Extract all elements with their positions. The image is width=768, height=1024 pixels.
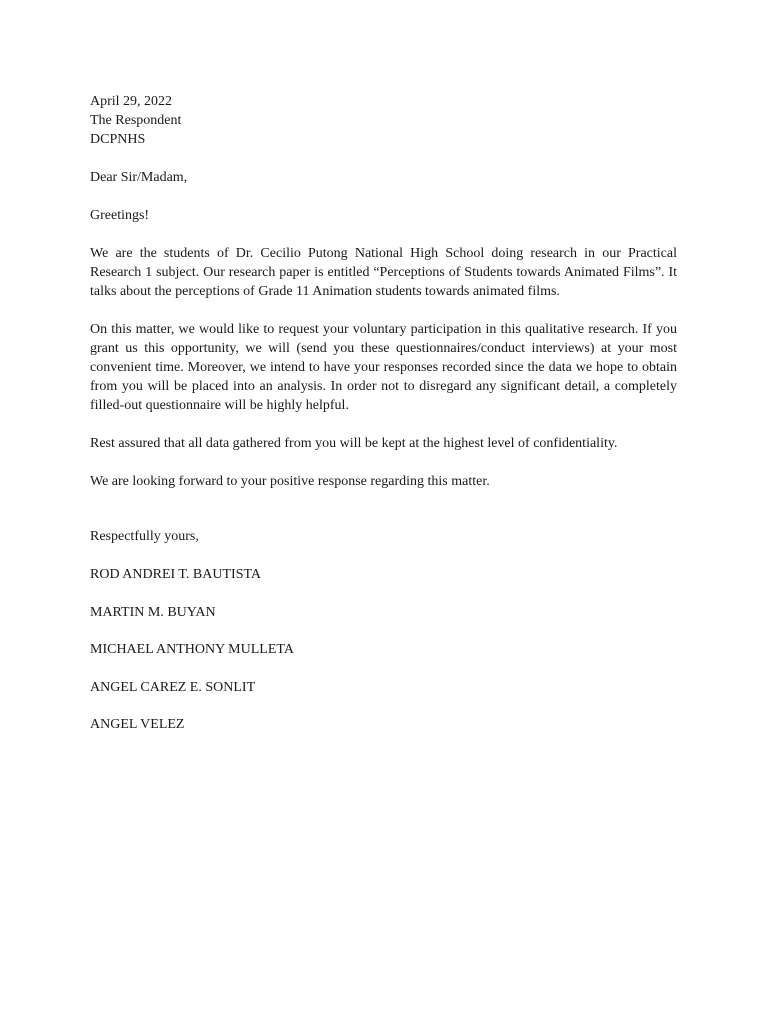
letter-recipient: The Respondent	[90, 113, 182, 128]
body-paragraph-2: On this matter, we would like to request your voluntary participation in this qualitative research. If you grant us this opportunity, we will (send you these questionnaires/conduct interviews) at your most convenient time. Moreover, we intend to have your responses recorded since the data we hope to obtain from you will be placed into an analysis. In order not to disregard any significant detail, a completely filled-out questionnaire will be highly helpful.	[90, 322, 677, 413]
body-paragraph-4: We are looking forward to your positive response regarding this matter.	[90, 474, 490, 489]
letter-greeting: Greetings!	[90, 208, 150, 223]
letter	[90, 92, 677, 753]
letter-closing: Respectfully yours,	[90, 529, 199, 544]
body-paragraph-1: We are the students of Dr. Cecilio Putong National High School doing research in our Practical Research 1 subject. Our research paper is entitled “Perceptions of Students towards Animated Films”. It talks about the perceptions of Grade 11 Animation students towards animated films.	[90, 246, 677, 299]
letter-organization: DCPNHS	[90, 132, 146, 147]
signatory-name: ANGEL CAREZ E. SONLIT	[90, 679, 256, 695]
letter-salutation: Dear Sir/Madam,	[90, 170, 188, 185]
signatory-name: ROD ANDREI T. BAUTISTA	[90, 567, 262, 582]
signatory-name: ANGEL VELEZ	[90, 717, 185, 732]
letter-date: April 29, 2022	[90, 94, 173, 109]
signatory-list	[90, 565, 677, 734]
signatory-name: MARTIN M. BUYAN	[90, 604, 216, 620]
signatory-name: MICHAEL ANTHONY MULLETA	[90, 642, 294, 657]
body-paragraph-3: Rest assured that all data gathered from you will be kept at the highest level of confidentiality.	[90, 436, 618, 451]
